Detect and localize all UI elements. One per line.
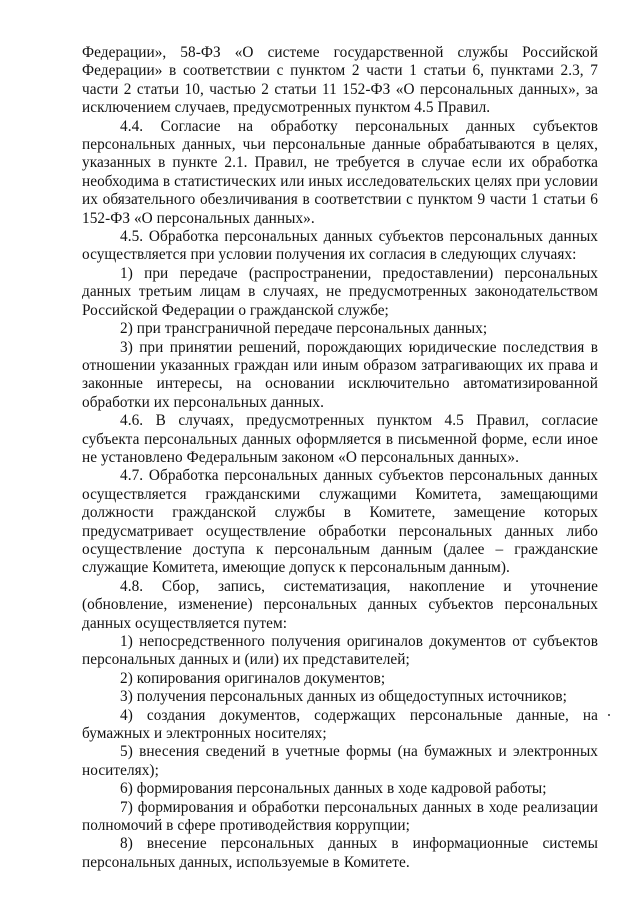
paragraph-continuation: Федерации», 58-ФЗ «О системе государственной службы Российской Федерации» в соответствии с пунктом 2 части 1 статьи 6, пунктами 2.3, 7 части 2 статьи 10, частью 2 статьи 11 152-ФЗ «О персональных данных», за исключением случаев, предусмотренных пунктом 4.5 Правил.	[82, 44, 598, 117]
list-item-4-5-3: 3) при принятии решений, порождающих юридические последствия в отношении указанных граждан или иным образом затрагивающих их права и законные интересы, на основании исключительно автоматизированной обработки их персональных данных.	[82, 338, 598, 411]
document-page	[82, 44, 598, 872]
list-item-4-8-6: 6) формирования персональных данных в ходе кадровой работы;	[120, 780, 547, 798]
list-item-4-8-3: 3) получения персональных данных из общедоступных источников;	[120, 688, 567, 706]
list-item-4-8-5: 5) внесения сведений в учетные формы (на бумажных и электронных носителях);	[82, 743, 598, 779]
paragraph-4-4: 4.4. Согласие на обработку персональных данных субъектов персональных данных, чьи персональные данные обрабатываются в целях, указанных в пункте 2.1. Правил, не требуется в случае если их обработка необходима в статистических или иных исследовательских целях при условии их обязательного обезличивания в соответствии с пунктом 9 части 1 статьи 6 152-ФЗ «О персональных данных».	[82, 117, 598, 227]
paragraph-4-6: 4.6. В случаях, предусмотренных пунктом 4.5 Правил, согласие субъекта персональных данных оформляется в письменной форме, если иное не установлено Федеральным законом «О персональных данных».	[82, 412, 598, 466]
scan-speck	[608, 714, 610, 716]
list-item-4-5-1: 1) при передаче (распространении, предоставлении) персональных данных третьим лицам в случаях, не предусмотренных законодательством Российской Федерации о гражданской службе;	[82, 264, 598, 319]
list-item-4-8-7: 7) формирования и обработки персональных данных в ходе реализации полномочий в сфере противодействия коррупции;	[82, 798, 598, 835]
paragraph-4-5: 4.5. Обработка персональных данных субъектов персональных данных осуществляется при условии получения их согласия в следующих случаях:	[82, 228, 598, 264]
list-item-4-8-1: 1) непосредственного получения оригиналов документов от субъектов персональных данных и (или) их представителей;	[82, 633, 598, 669]
list-item-4-8-4: 4) создания документов, содержащих персональные данные, на бумажных и электронных носителях;	[82, 706, 598, 743]
list-item-4-8-2: 2) копирования оригиналов документов;	[120, 669, 386, 687]
paragraph-4-7: 4.7. Обработка персональных данных субъектов персональных данных осуществляется гражданскими служащими Комитета, замещающими должности гражданской службы в Комитете, замещение которых предусматривает осуществление обработки персональных данных либо осуществление доступа к персональным данным (далее – гражданские служащие Комитета, имеющие допуск к персональным данным).	[82, 467, 598, 577]
list-item-4-5-2: 2) при трансграничной передаче персональных данных;	[120, 320, 488, 338]
paragraph-4-8: 4.8. Сбор, запись, систематизация, накопление и уточнение (обновление, изменение) персональных данных субъектов персональных данных осуществляется путем:	[82, 577, 598, 632]
list-item-4-8-8: 8) внесение персональных данных в информационные системы персональных данных, используемые в Комитете.	[82, 835, 598, 871]
